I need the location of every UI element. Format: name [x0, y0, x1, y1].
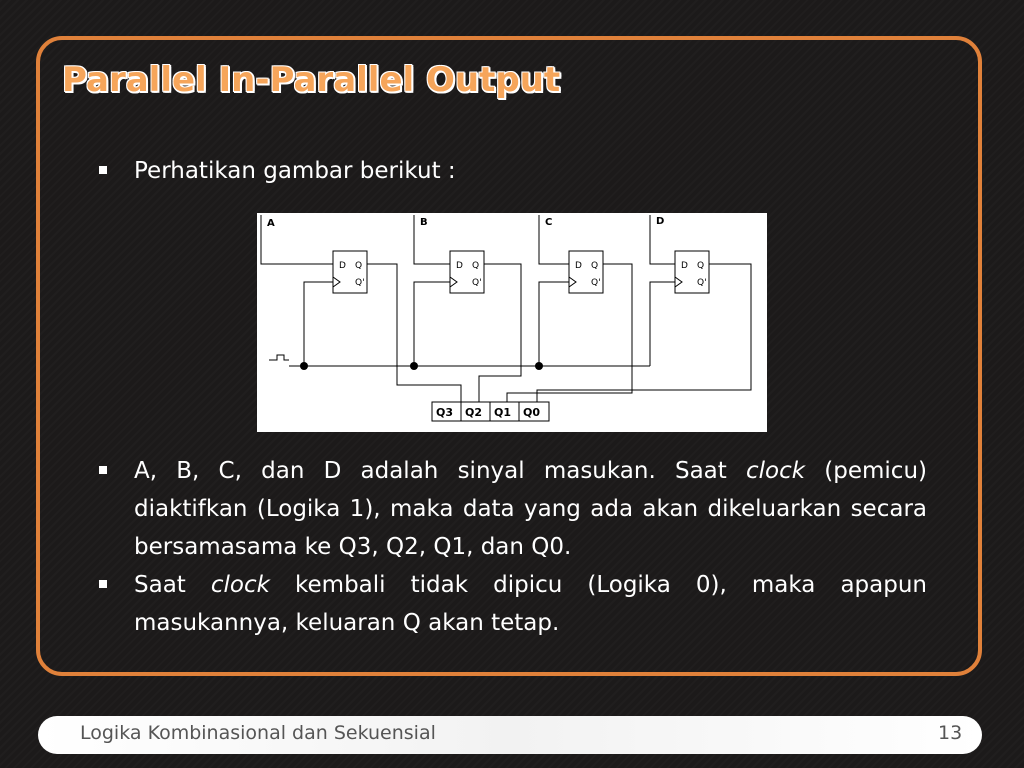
page-number: 13 [938, 722, 963, 744]
input-label-d: D [656, 216, 665, 227]
circuit-svg [257, 213, 767, 432]
footer-title: Logika Kombinasional dan Sekuensial [80, 722, 436, 744]
output-label-q1: Q1 [494, 406, 512, 419]
ff1-qbar: Q' [355, 278, 365, 288]
circuit-diagram [257, 213, 767, 432]
input-label-a: A [267, 218, 275, 229]
ff3-qbar: Q' [591, 278, 601, 288]
bullet-clock-description [134, 566, 927, 642]
bullet-marker [99, 466, 107, 474]
ff2-d: D [456, 261, 463, 271]
output-label-q2: Q2 [465, 406, 483, 419]
text-segment: A, B, C, dan D adalah sinyal masukan. Saat [134, 458, 746, 484]
ff2-qbar: Q' [472, 278, 482, 288]
bullet-intro: Perhatikan gambar berikut : [134, 158, 456, 184]
output-label-q3: Q3 [436, 406, 454, 419]
bullet-marker [99, 166, 107, 174]
ff4-qbar: Q' [697, 278, 707, 288]
text-segment: Saat [134, 572, 211, 598]
input-label-b: B [420, 217, 428, 228]
ff4-d: D [681, 261, 688, 271]
output-label-q0: Q0 [523, 406, 541, 419]
input-label-c: C [545, 217, 553, 228]
ff3-q: Q [591, 261, 599, 271]
bullet-marker [99, 580, 107, 588]
ff2-q: Q [472, 261, 480, 271]
slide-title: Parallel In-Parallel Output [62, 60, 561, 100]
text-italic: clock [210, 572, 270, 598]
text-segment: (pemicu) diaktifkan (Logika 1), maka data yang ada akan dikeluarkan secara bersamasama ke Q3, Q2, Q1, dan Q0. [134, 458, 927, 560]
ff1-d: D [339, 261, 346, 271]
ff1-q: Q [355, 261, 363, 271]
text-italic: clock [746, 458, 806, 484]
bullet-inputs-description [134, 452, 927, 566]
text-segment: kembali tidak dipicu (Logika 0), maka apapun masukannya, keluaran Q akan tetap. [134, 572, 927, 636]
ff3-d: D [575, 261, 582, 271]
ff4-q: Q [697, 261, 705, 271]
